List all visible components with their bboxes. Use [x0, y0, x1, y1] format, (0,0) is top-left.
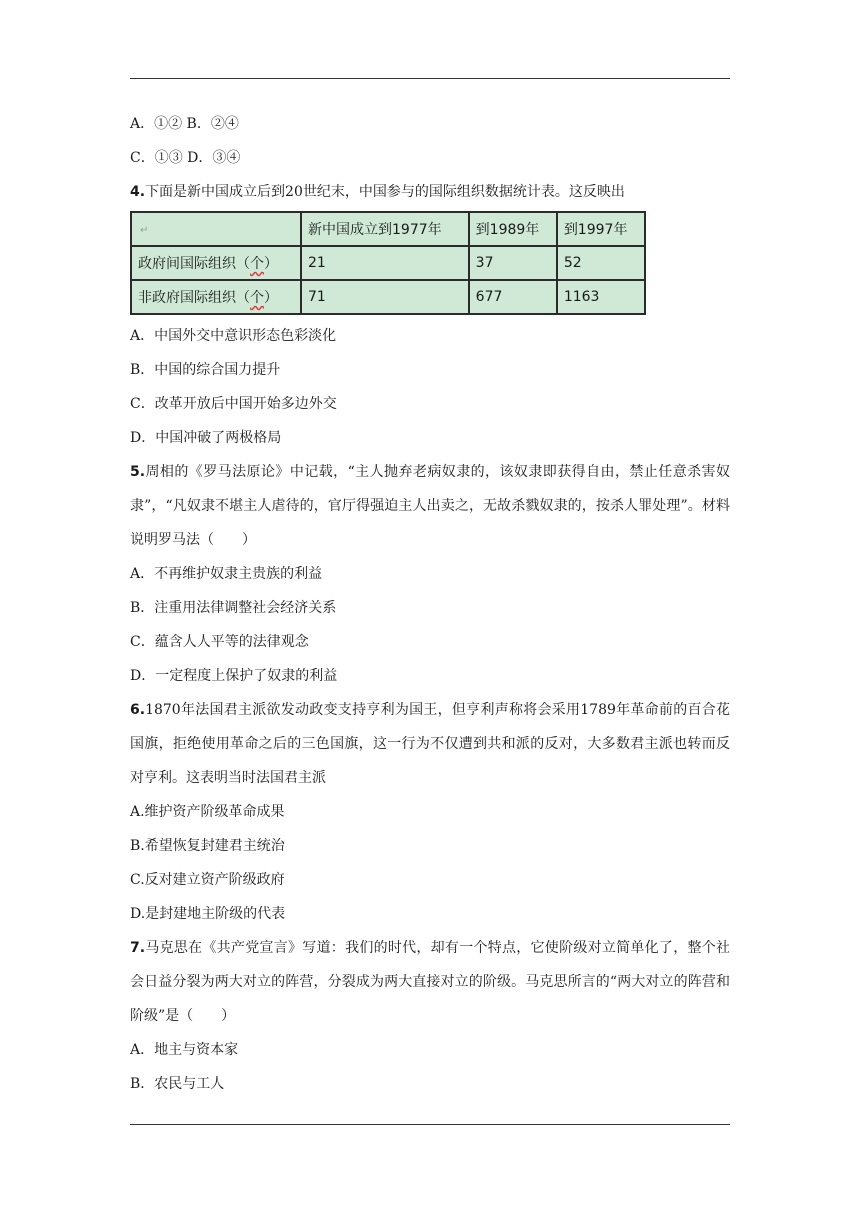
question-text: 下面是新中国成立后到20世纪末，中国参与的国际组织数据统计表。这反映出	[145, 184, 625, 200]
q4-option-a: A．中国外交中意识形态色彩淡化	[130, 328, 337, 344]
footer-rule	[130, 1124, 730, 1125]
q3-option-line-1: A．①② B．②④	[130, 116, 239, 132]
question-text: 周相的《罗马法原论》中记载，“主人抛弃老病奴隶的，该奴隶即获得自由，禁止任意杀害奴隶”，“凡奴隶不堪主人虐待的，官厅得强迫主人出卖之，无故杀戮奴隶的，按杀人罪处理”。材料说明罗马法（ ）	[130, 464, 730, 548]
unit-label: 个	[250, 290, 264, 306]
q5-option-a: A．不再维护奴隶主贵族的利益	[130, 566, 323, 582]
q4-option-d: D．中国冲破了两极格局	[130, 430, 282, 446]
table-header-cell: 到1989年	[469, 212, 557, 246]
q4-option-b: B．中国的综合国力提升	[130, 362, 281, 378]
q7-option-a: A．地主与资本家	[130, 1042, 239, 1058]
unit-label: 个	[250, 256, 264, 272]
table-header-row	[131, 212, 645, 246]
question-number: 5.	[130, 464, 146, 480]
row-label: 非政府国际组织（个）	[131, 280, 301, 314]
table-cell: 52	[557, 246, 645, 280]
table-cell: 677	[469, 280, 557, 314]
table-row	[131, 280, 645, 314]
question-5-stem	[130, 455, 730, 557]
q5-option-c: C．蕴含人人平等的法律观念	[130, 634, 309, 650]
q7-option-b: B．农民与工人	[130, 1076, 225, 1092]
table-header-cell: 到1997年	[557, 212, 645, 246]
q6-option-a: A.维护资产阶级革命成果	[130, 804, 285, 820]
q5-option-d: D．一定程度上保护了奴隶的利益	[130, 668, 338, 684]
question-7-stem	[130, 931, 730, 1033]
q4-option-c: C．改革开放后中国开始多边外交	[130, 396, 337, 412]
question-number: 6.	[130, 702, 146, 718]
question-number: 7.	[130, 940, 146, 956]
table-cell: 21	[301, 246, 469, 280]
exam-page-body	[130, 107, 730, 1101]
question-text: 马克思在《共产党宣言》写道：我们的时代，却有一个特点，它使阶级对立简单化了，整个社会日益分裂为两大对立的阵营，分裂成为两大直接对立的阶级。马克思所言的“两大对立的阵营和阶级”是（ ）	[130, 940, 730, 1024]
q6-option-d: D.是封建地主阶级的代表	[130, 906, 286, 922]
table-row	[131, 246, 645, 280]
question-number: 4.	[130, 184, 146, 200]
question-6-stem	[130, 693, 730, 795]
q6-option-b: B.希望恢复封建君主统治	[130, 838, 285, 854]
q3-option-line-2: C．①③ D．③④	[130, 150, 241, 166]
return-mark: ↵	[140, 225, 149, 236]
table-corner-cell	[131, 212, 301, 246]
row-label: 政府间国际组织（个）	[131, 246, 301, 280]
intl-org-stats-table	[130, 211, 646, 315]
question-text: 1870年法国君主派欲发动政变支持亨利为国王，但亨利声称将会采用1789年革命前的百合花国旗，拒绝使用革命之后的三色国旗，这一行为不仅遭到共和派的反对，大多数君主派也转而反对亨利。这表明当时法国君主派	[130, 702, 730, 786]
table-header-cell: 新中国成立到1977年	[301, 212, 469, 246]
table-cell: 1163	[557, 280, 645, 314]
table-cell: 71	[301, 280, 469, 314]
table-cell: 37	[469, 246, 557, 280]
q6-option-c: C.反对建立资产阶级政府	[130, 872, 285, 888]
q5-option-b: B．注重用法律调整社会经济关系	[130, 600, 337, 616]
question-4-stem	[130, 175, 730, 209]
header-rule	[130, 78, 730, 79]
